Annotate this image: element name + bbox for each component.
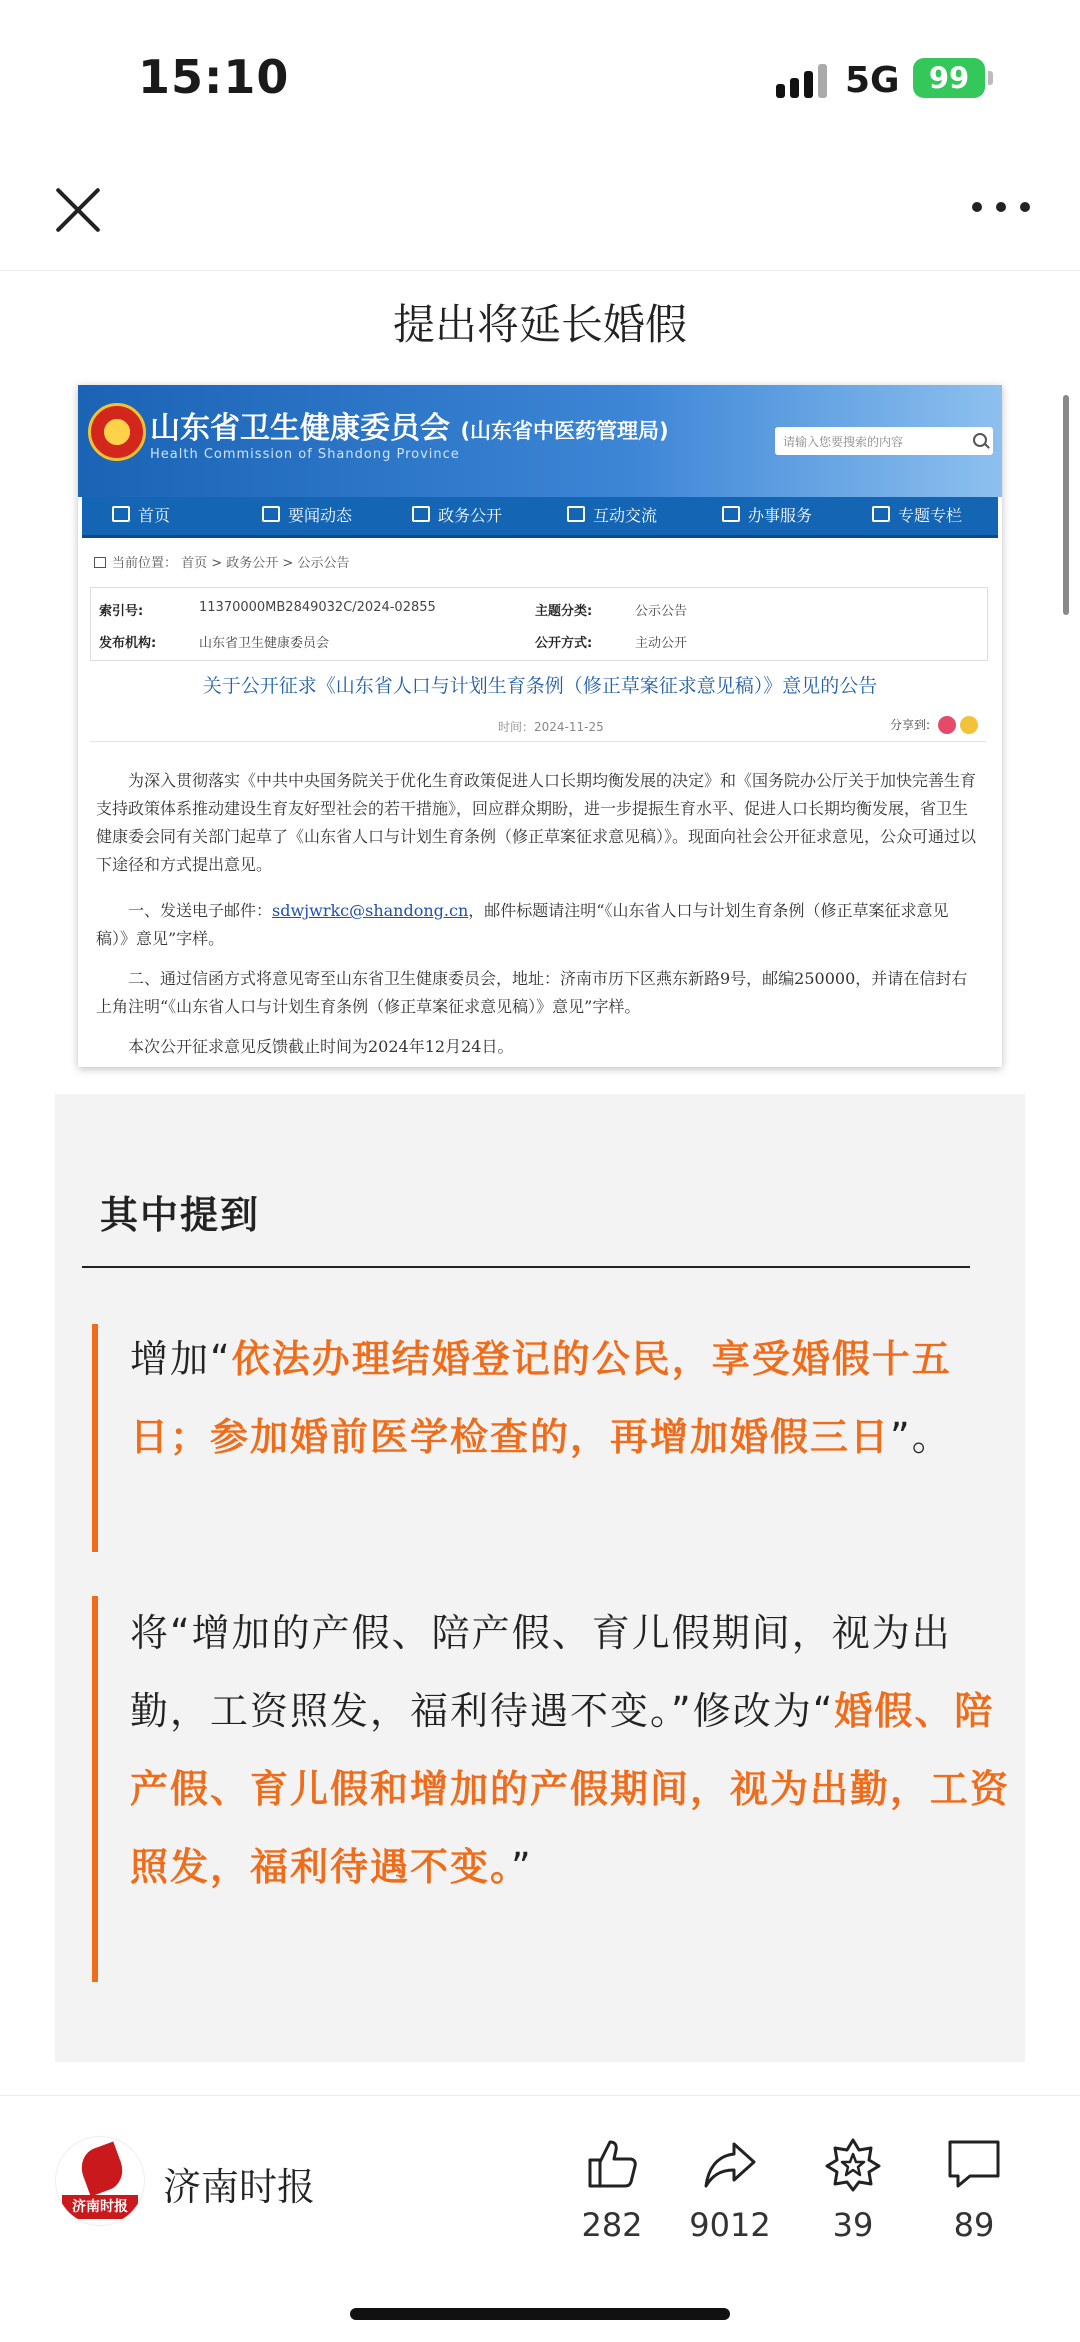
meta-value: 山东省卫生健康委员会 bbox=[199, 636, 330, 651]
meta-mode bbox=[535, 632, 592, 651]
divider bbox=[90, 741, 986, 742]
quote-text: 将“增加的产假、陪产假、育儿假期间，视为出勤，工资照发，福利待遇不变。”修改为“ bbox=[130, 1611, 952, 1733]
status-time: 15:10 bbox=[138, 50, 290, 104]
news-icon bbox=[262, 506, 280, 522]
scrollbar[interactable] bbox=[1063, 395, 1069, 615]
section-divider bbox=[82, 1266, 970, 1268]
doc-paragraph-1: 为深入贯彻落实《中共中央国务院关于优化生育政策促进人口长期均衡发展的决定》和《国务院办公厅关于加快完善生育支持政策体系推动建设生育友好型社会的若干措施》，回应群众期盼，进一步提振生育水平、促进人口长期均衡发展，省卫生健康委会同有关部门起草了《山东省人口与计划生育条例（修正草案征求意见稿）》。现面向社会公开征求意见，公众可通过以下途径和方式提出意见。 bbox=[96, 771, 977, 874]
comment-count: 89 bbox=[953, 2206, 995, 2244]
meta-key: 索引号: bbox=[99, 604, 144, 619]
doc-text: 一、发送电子邮件： bbox=[128, 901, 273, 920]
menu-label: 政务公开 bbox=[438, 506, 503, 525]
avatar-logo-text: 济南时报 bbox=[62, 2195, 138, 2219]
more-horizontal-icon[interactable] bbox=[972, 198, 1036, 218]
site-search-input bbox=[775, 427, 993, 455]
site-menu-item bbox=[112, 497, 170, 535]
interact-icon bbox=[567, 506, 585, 522]
site-share-label: 分享到: bbox=[890, 718, 931, 732]
site-org-name bbox=[150, 403, 669, 447]
site-menu-item bbox=[262, 497, 352, 535]
home-icon bbox=[112, 506, 130, 522]
site-search-placeholder: 请输入您要搜索的内容 bbox=[783, 435, 904, 449]
signal-icon bbox=[776, 62, 832, 98]
doc-paragraph-4: 本次公开征求意见反馈截止时间为2024年12月24日。 bbox=[128, 1037, 514, 1056]
quote-card bbox=[55, 1094, 1025, 2062]
meta-index bbox=[99, 600, 143, 619]
share-count: 9012 bbox=[689, 2206, 771, 2244]
site-doc-date: 时间：2024-11-25 bbox=[498, 720, 604, 734]
close-icon[interactable] bbox=[50, 182, 106, 238]
site-menu bbox=[82, 497, 998, 538]
doc-paragraph-3: 二、通过信函方式将意见寄至山东省卫生健康委员会，地址：济南市历下区燕东新路9号，邮编250000，并请在信封右上角注明“《山东省人口与计划生育条例（修正草案征求意见稿）》意见”字样。 bbox=[96, 969, 968, 1016]
quote-bar bbox=[92, 1596, 98, 1982]
collect-button[interactable] bbox=[808, 2136, 898, 2244]
status-bar bbox=[0, 0, 1080, 150]
weibo-icon bbox=[938, 716, 956, 734]
doc-paragraph-2 bbox=[96, 897, 980, 953]
meta-key: 主题分类: bbox=[535, 604, 593, 619]
site-org-en: Health Commission of Shandong Province bbox=[150, 447, 460, 462]
quote-text: 增加“ bbox=[130, 1337, 232, 1381]
quote-text: ”。 bbox=[890, 1415, 952, 1459]
top-nav bbox=[0, 150, 1080, 271]
battery-icon bbox=[913, 58, 985, 98]
meta-value: 11370000MB2849032C/2024-02855 bbox=[199, 600, 436, 615]
like-button[interactable] bbox=[567, 2136, 657, 2244]
share-button[interactable] bbox=[685, 2136, 775, 2244]
quote-1 bbox=[130, 1320, 1010, 1476]
menu-label: 专题专栏 bbox=[898, 506, 963, 525]
embedded-website-image[interactable] bbox=[78, 385, 1002, 1067]
meta-value: 主动公开 bbox=[635, 636, 688, 651]
service-icon bbox=[722, 506, 740, 522]
home-icon bbox=[94, 557, 106, 568]
email-link: sdwjwrkc@shandong.cn bbox=[272, 901, 469, 920]
battery-level: 99 bbox=[928, 61, 970, 95]
section-title: 其中提到 bbox=[100, 1193, 261, 1237]
meta-value: 公示公告 bbox=[635, 604, 688, 619]
publisher-name[interactable]: 济南时报 bbox=[163, 2165, 316, 2209]
breadcrumb-text: 当前位置： 首页 > 政务公开 > 公示公告 bbox=[112, 556, 350, 571]
quote-text: ” bbox=[511, 1845, 533, 1889]
avatar[interactable] bbox=[55, 2136, 145, 2226]
site-menu-item bbox=[567, 497, 657, 535]
network-type: 5G bbox=[845, 60, 900, 101]
article-headline: 提出将延长婚假 bbox=[392, 300, 687, 349]
thumbs-up-icon bbox=[584, 2136, 640, 2192]
quote-bar bbox=[92, 1324, 98, 1552]
meta-issuer bbox=[99, 632, 156, 651]
menu-label: 互动交流 bbox=[593, 506, 658, 525]
meta-key: 发布机构: bbox=[99, 636, 157, 651]
star-badge-icon bbox=[825, 2136, 881, 2192]
site-menu-item bbox=[412, 497, 502, 535]
site-org-name-text: 山东省卫生健康委员会 bbox=[150, 411, 450, 446]
meta-topic bbox=[535, 600, 592, 619]
comment-button[interactable] bbox=[929, 2136, 1019, 2244]
national-emblem-icon bbox=[88, 403, 146, 461]
menu-label: 要闻动态 bbox=[288, 506, 353, 525]
doc-text: ，邮件标题请注明“《山东省人口与计划生育条例（修正草案征求意见稿）》意见”字样。 bbox=[96, 901, 949, 948]
site-banner bbox=[78, 385, 1002, 497]
topic-icon bbox=[872, 506, 890, 522]
quote-highlight: 依法办理结婚登记的公民，享受婚假十五日；参加婚前医学检查的，再增加婚假三日 bbox=[130, 1337, 952, 1459]
menu-label: 首页 bbox=[138, 506, 171, 525]
share-arrow-icon bbox=[702, 2136, 758, 2192]
meta-key: 公开方式: bbox=[535, 636, 593, 651]
quote-highlight: 婚假、陪产假、育儿假和增加的产假期间，视为出勤，工资照发，福利待遇不变。 bbox=[130, 1689, 1011, 1889]
comment-icon bbox=[946, 2136, 1002, 2192]
bird-logo-icon bbox=[76, 2141, 129, 2196]
like-count: 282 bbox=[581, 2206, 643, 2244]
site-menu-item bbox=[722, 497, 812, 535]
collect-count: 39 bbox=[832, 2206, 874, 2244]
bottom-bar bbox=[0, 2095, 1080, 2342]
search-icon bbox=[973, 433, 987, 447]
menu-label: 办事服务 bbox=[748, 506, 813, 525]
site-menu-item bbox=[872, 497, 962, 535]
site-org-sub: (山东省中医药管理局) bbox=[460, 419, 669, 443]
battery-tip bbox=[988, 71, 993, 85]
gov-icon bbox=[412, 506, 430, 522]
site-doc-title: 关于公开征求《山东省人口与计划生育条例（修正草案征求意见稿）》意见的公告 bbox=[202, 675, 878, 697]
home-indicator[interactable] bbox=[350, 2308, 730, 2320]
site-breadcrumb bbox=[94, 552, 349, 571]
share-icon bbox=[960, 716, 978, 734]
site-meta-table bbox=[90, 587, 988, 661]
quote-2 bbox=[130, 1594, 1010, 1906]
